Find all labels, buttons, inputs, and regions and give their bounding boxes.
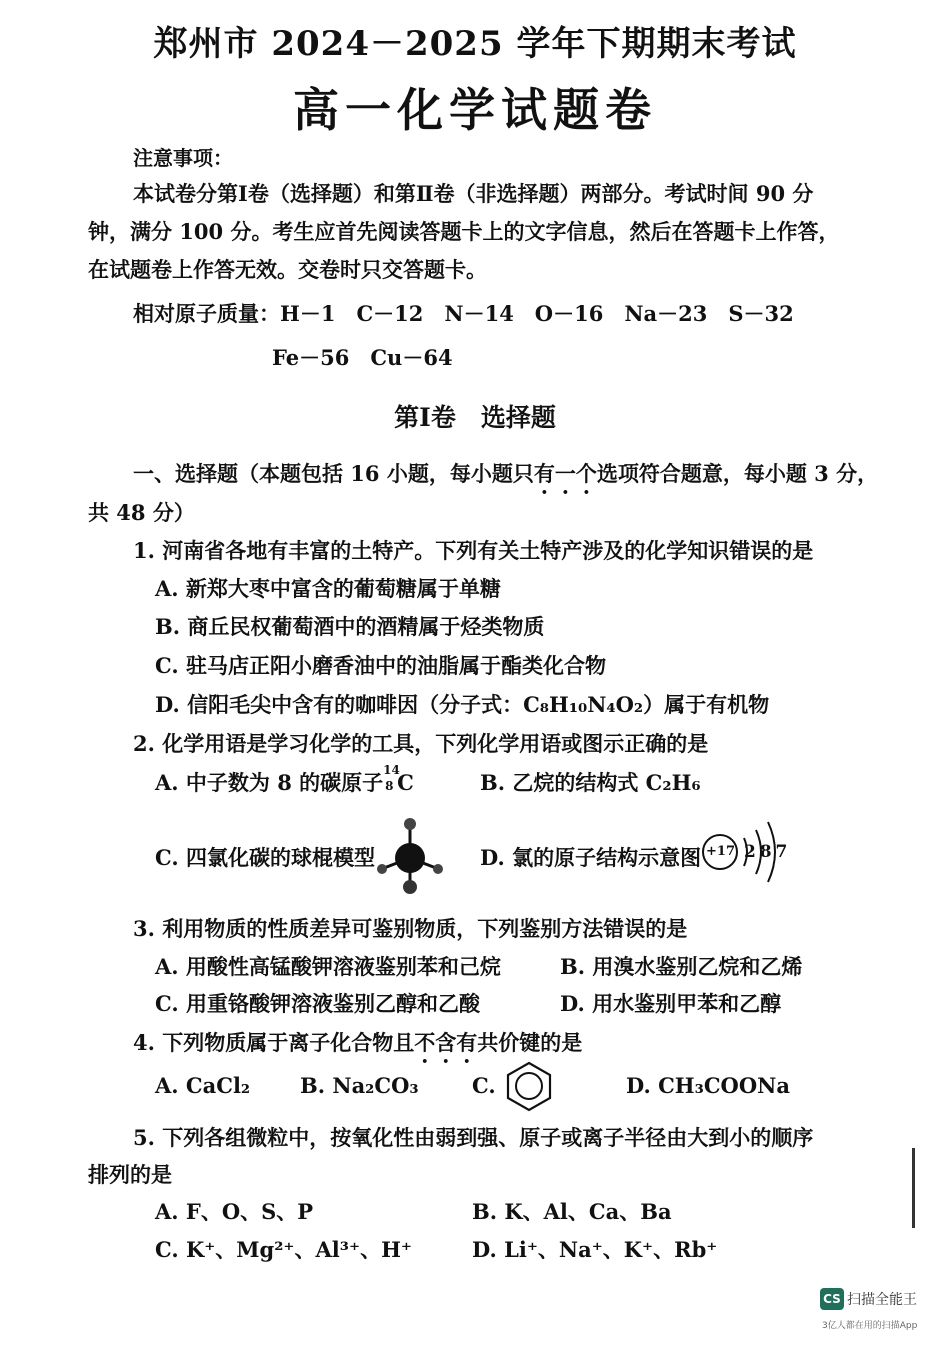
q4-option-c: C. bbox=[472, 1073, 496, 1098]
ccl4-ball-stick-model-icon bbox=[374, 812, 446, 896]
notice-line-1: 本试卷分第Ⅰ卷（选择题）和第Ⅱ卷（非选择题）两部分。考试时间 90 分 bbox=[133, 181, 814, 206]
intro-part-a: 一、选择题（本题包括 16 小题，每小题只 bbox=[133, 461, 534, 486]
q2-option-d: D. 氯的原子结构示意图 bbox=[480, 845, 702, 870]
q4-stem-emphasis: 不含有 bbox=[414, 1030, 478, 1055]
scan-edge-mark bbox=[912, 1148, 915, 1228]
q2-stem: 2. 化学用语是学习化学的工具，下列化学用语或图示正确的是 bbox=[133, 731, 709, 756]
q3-option-b: B. 用溴水鉴别乙烷和乙烯 bbox=[560, 954, 803, 979]
atomic-mass-row-2: Fe－56 Cu－64 bbox=[272, 345, 453, 370]
scanner-app-name: 扫描全能王 bbox=[847, 1292, 917, 1308]
q4-option-d: D. CH₃COONa bbox=[626, 1073, 790, 1098]
q5-option-d: D. Li⁺、Na⁺、K⁺、Rb⁺ bbox=[472, 1237, 718, 1262]
q5-stem-line2: 排列的是 bbox=[88, 1162, 172, 1187]
q5-option-b: B. K、Al、Ca、Ba bbox=[472, 1199, 672, 1224]
q1-option-c: C. 驻马店正阳小磨香油中的油脂属于酯类化合物 bbox=[155, 653, 606, 678]
exam-title-line2: 高一化学试题卷 bbox=[293, 83, 657, 137]
atomic-mass-row-1 bbox=[133, 298, 794, 328]
q2-option-b: B. 乙烷的结构式 C₂H₆ bbox=[480, 770, 701, 795]
q2-a-element: C bbox=[397, 770, 414, 795]
q4-stem-a: 4. 下列物质属于离子化合物且 bbox=[133, 1030, 415, 1055]
q3-stem: 3. 利用物质的性质差异可鉴别物质，下列鉴别方法错误的是 bbox=[133, 916, 688, 941]
q5-option-c: C. K⁺、Mg²⁺、Al³⁺、H⁺ bbox=[155, 1237, 412, 1262]
q2-option-a bbox=[155, 763, 414, 797]
q1-option-b: B. 商丘民权葡萄酒中的酒精属于烃类物质 bbox=[155, 614, 545, 639]
atomic-mass-label: 相对原子质量： bbox=[133, 301, 280, 326]
q3-option-a: A. 用酸性高锰酸钾溶液鉴别苯和己烷 bbox=[155, 954, 501, 979]
q5-stem: 5. 下列各组微粒中，按氧化性由弱到强、原子或离子半径由大到小的顺序 bbox=[133, 1125, 814, 1150]
cl-nucleus-label: +17 bbox=[706, 844, 735, 859]
q1-option-a: A. 新郑大枣中富含的葡萄糖属于单糖 bbox=[155, 576, 501, 601]
notice-line-2: 钟，满分 100 分。考生应首先阅读答题卡上的文字信息，然后在答题卡上作答， bbox=[88, 219, 840, 244]
q3-option-d: D. 用水鉴别甲苯和乙醇 bbox=[560, 991, 782, 1016]
q4-option-a: A. CaCl₂ bbox=[155, 1073, 251, 1098]
exam-title-line1: 郑州市 2024－2025 学年下期期末考试 bbox=[153, 24, 797, 64]
q2-option-c: C. 四氯化碳的球棍模型 bbox=[155, 845, 375, 870]
section-intro bbox=[133, 458, 878, 499]
q4-option-b: B. Na₂CO₃ bbox=[300, 1073, 419, 1098]
cl-shell-electrons: 2 8 7 bbox=[744, 842, 787, 862]
q3-option-c: C. 用重铬酸钾溶液鉴别乙醇和乙酸 bbox=[155, 991, 480, 1016]
q2-a-atomic-number: 8 bbox=[385, 779, 394, 793]
q2-a-text: A. 中子数为 8 的碳原子 bbox=[155, 770, 384, 795]
intro-emphasis: 有一个 bbox=[533, 461, 597, 486]
q5-option-a: A. F、O、S、P bbox=[155, 1199, 314, 1224]
atomic-mass-values-1: H－1 C－12 N－14 O－16 Na－23 S－32 bbox=[280, 301, 794, 326]
q1-option-d: D. 信阳毛尖中含有的咖啡因（分子式：C₈H₁₀N₄O₂）属于有机物 bbox=[155, 692, 770, 717]
q2-a-mass-number: 14 bbox=[383, 763, 400, 777]
scanner-tagline: 3亿人都在用的扫描App bbox=[822, 1321, 918, 1331]
intro-part-b: 选项符合题意，每小题 3 分， bbox=[596, 461, 879, 486]
scanner-watermark bbox=[820, 1288, 917, 1310]
scanner-logo-icon: CS bbox=[820, 1288, 844, 1310]
notice-heading: 注意事项： bbox=[133, 146, 233, 170]
q4-stem-b: 共价键的是 bbox=[477, 1030, 583, 1055]
q1-stem: 1. 河南省各地有丰富的土特产。下列有关土特产涉及的化学知识错误的是 bbox=[133, 538, 814, 563]
section-intro-line2: 共 48 分） bbox=[88, 500, 195, 525]
section-title: 第Ⅰ卷 选择题 bbox=[394, 403, 556, 432]
benzene-ring-icon bbox=[504, 1060, 554, 1112]
notice-line-3: 在试题卷上作答无效。交卷时只交答题卡。 bbox=[88, 257, 487, 282]
